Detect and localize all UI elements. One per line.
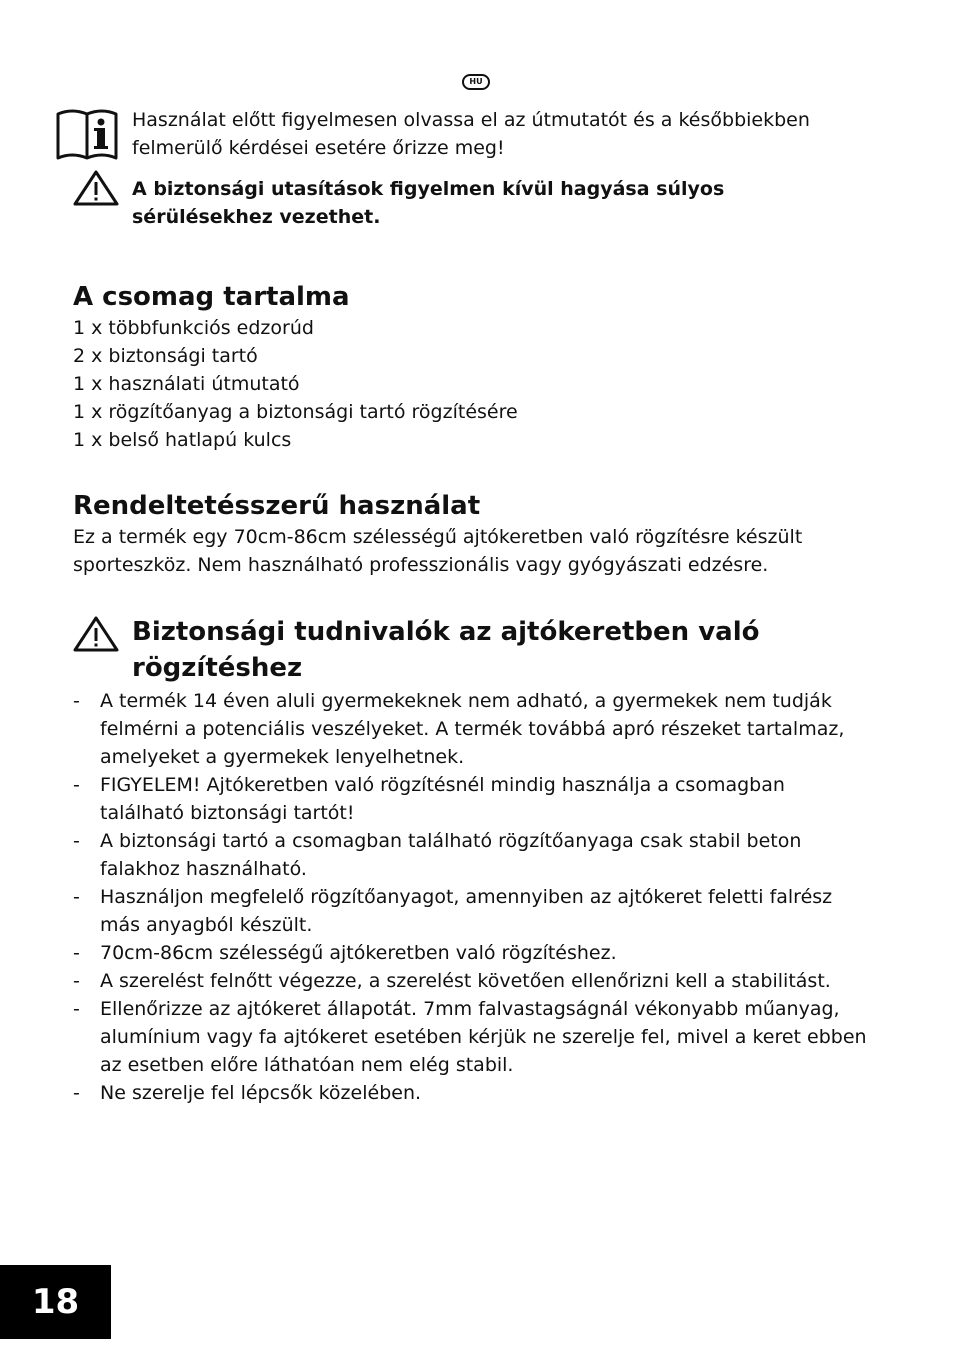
safety-warning-icon — [73, 616, 119, 652]
list-item: - A biztonsági tartó a csomagban található rögzítőanyaga csak stabil beton falakhoz használható. — [73, 830, 802, 880]
manual-info-icon — [55, 108, 119, 162]
read-manual-notice: Használat előtt figyelmesen olvassa el az útmutatót és a későbbiekben felmerülő kérdései esetére őrizze meg! — [132, 109, 810, 159]
warning-notice: A biztonsági utasítások figyelmen kívül hagyása súlyos sérülésekhez vezethet. — [132, 178, 725, 228]
package-contents-title: A csomag tartalma — [73, 282, 350, 312]
list-item: - A szerelést felnőtt végezze, a szerelést követően ellenőrizni kell a stabilitást. — [73, 970, 831, 992]
package-contents-list — [73, 314, 518, 454]
list-item: 1 x többfunkciós edzorúd — [73, 317, 314, 339]
language-badge: HU — [462, 74, 490, 90]
intended-use-title: Rendeltetésszerű használat — [73, 491, 481, 521]
list-item: - Ellenőrizze az ajtókeret állapotát. 7mm falvastagságnál vékonyabb műanyag, alumínium vagy fa ajtókeret esetében kérjük ne szerelje fel, mivel a keret ebben az esetben előre láthatóan nem elég stabil. — [73, 998, 867, 1076]
list-item: - 70cm-86cm szélességű ajtókeretben való rögzítéshez. — [73, 942, 617, 964]
warning-triangle-icon — [73, 170, 119, 206]
page-number: 18 — [0, 1265, 111, 1339]
safety-list — [73, 687, 873, 1107]
list-item: - FIGYELEM! Ajtókeretben való rögzítésnél mindig használja a csomagban található biztonsági tartót! — [73, 774, 785, 824]
list-item: - Használjon megfelelő rögzítőanyagot, amennyiben az ajtókeret feletti falrész más anyagból készült. — [73, 886, 833, 936]
list-item: 1 x használati útmutató — [73, 373, 300, 395]
safety-title: Biztonsági tudnivalók az ajtókeretben való rögzítéshez — [132, 617, 760, 683]
list-item: - A termék 14 éven aluli gyermekeknek nem adható, a gyermekek nem tudják felmérni a potenciális veszélyeket. A termék továbbá apró részeket tartalmaz, amelyeket a gyermekek lenyelhetnek. — [73, 690, 845, 768]
intended-use-text: Ez a termék egy 70cm-86cm szélességű ajtókeretben való rögzítésre készült sporteszköz. Nem használható professzionális vagy gyógyászati edzésre. — [73, 526, 803, 576]
list-item: 1 x rögzítőanyag a biztonsági tartó rögzítésére — [73, 401, 518, 423]
list-item: 2 x biztonsági tartó — [73, 345, 258, 367]
list-item: - Ne szerelje fel lépcsők közelében. — [73, 1082, 422, 1104]
list-item: 1 x belső hatlapú kulcs — [73, 429, 292, 451]
